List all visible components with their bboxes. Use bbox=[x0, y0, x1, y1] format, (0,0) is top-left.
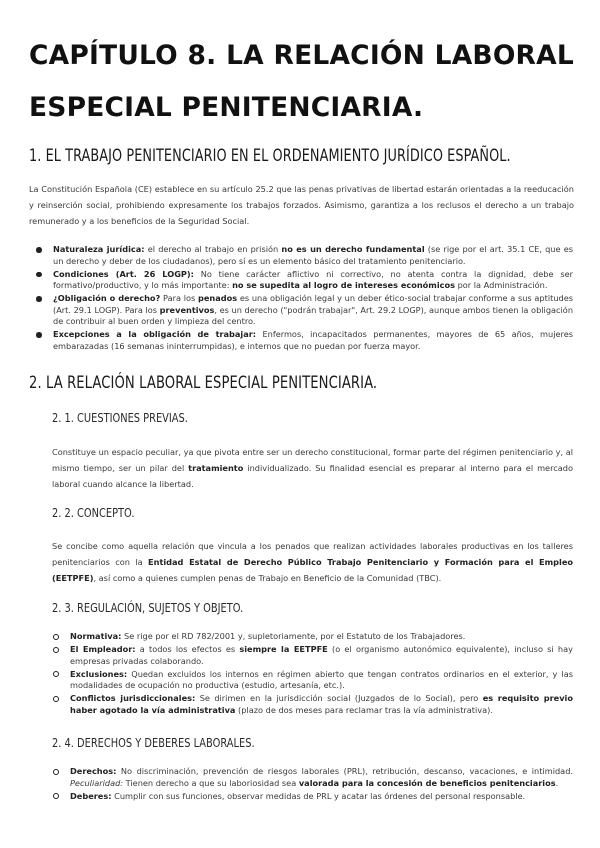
item-term: Conflictos jurisdiccionales: bbox=[70, 693, 196, 703]
section-1-bullet-list bbox=[53, 244, 573, 354]
list-item bbox=[70, 766, 573, 789]
circle-bullet-icon bbox=[53, 793, 59, 799]
bullet-icon bbox=[36, 296, 42, 302]
circle-bullet-icon bbox=[53, 671, 59, 677]
item-term: Condiciones (Art. 26 LOGP): bbox=[53, 268, 194, 279]
item-emphasis: no es un derecho fundamental bbox=[281, 244, 425, 254]
subsection-2-3-title: 2. 3. REGULACIÓN, SUJETOS Y OBJETO. bbox=[52, 601, 244, 615]
chapter-title-line2: ESPECIAL PENITENCIARIA. bbox=[29, 92, 424, 123]
item-emphasis: preventivos bbox=[159, 304, 215, 315]
list-item bbox=[53, 293, 573, 328]
para-text: Constituye un espacio peculiar, ya que pivota entre ser un derecho constitucional, formar parte del régimen penitenciario y, al mismo tiempo, ser un pilar del bbox=[52, 447, 573, 473]
subsection-2-4-title: 2. 4. DERECHOS Y DEBERES LABORALES. bbox=[52, 736, 255, 750]
bullet-icon bbox=[36, 247, 42, 253]
item-term: Derechos: bbox=[70, 766, 117, 776]
item-text: es una obligación legal y un deber ético-social trabajar conforme a sus aptitudes (Art. 29.1 LOGP). Para los bbox=[53, 293, 574, 315]
subsection-2-4-list bbox=[70, 766, 573, 804]
item-text: No tiene carácter aflictivo ni correctivo, no atenta contra la dignidad, debe ser formativo/productivo, y lo más importante: bbox=[53, 268, 573, 290]
para-emphasis: Entidad Estatal de Derecho Público Trabajo Penitenciario y Formación para el Empleo (EETPFE) bbox=[52, 557, 573, 583]
item-text: por la Administración. bbox=[455, 280, 548, 290]
chapter-title bbox=[29, 30, 574, 134]
item-text: (se rige por el art. 35.1 CE, que es un derecho y deber de los ciudadanos), pero sí es un elemento básico del tratamiento penitenciario. bbox=[53, 244, 574, 266]
item-text: (plazo de dos meses para reclamar tras la vía administrativa). bbox=[235, 704, 493, 715]
item-emphasis: es requisito previo haber agotado la vía administrativa bbox=[70, 693, 573, 715]
list-item bbox=[70, 644, 573, 667]
list-item bbox=[70, 693, 573, 716]
item-text: (o el organismo autonómico equivalente), incluso si hay empresas privadas colaborando. bbox=[70, 644, 573, 666]
chapter-word: 8. bbox=[187, 40, 217, 71]
item-term: Normativa: bbox=[70, 631, 122, 641]
item-term: Exclusiones: bbox=[70, 668, 128, 679]
item-term: ¿Obligación o derecho? bbox=[53, 293, 161, 303]
bullet-icon bbox=[36, 272, 42, 278]
subsection-2-1-title: 2. 1. CUESTIONES PREVIAS. bbox=[52, 411, 188, 425]
item-term: Excepciones a la obligación de trabajar: bbox=[53, 329, 257, 339]
list-item bbox=[53, 269, 573, 292]
subsection-2-3-list bbox=[70, 631, 573, 718]
item-text: Tienen derecho a que su laboriosidad sea bbox=[123, 777, 299, 788]
item-text: a todos los efectos es bbox=[135, 644, 240, 654]
subsection-2-2-title: 2. 2. CONCEPTO. bbox=[52, 506, 135, 520]
item-text: Para los bbox=[160, 293, 198, 303]
chapter-word: CAPÍTULO bbox=[29, 40, 178, 71]
item-text: Quedan excluidos los internos en régimen abierto que tengan contratos ordinarios en el exterior, y las modalidades de ocupación no productiva (estudio, artesanía, etc.). bbox=[70, 668, 573, 690]
para-text: individualizado. Su finalidad esencial es preparar al interno para el mercado laboral cuando alcance la libertad. bbox=[52, 463, 573, 489]
circle-bullet-icon bbox=[53, 696, 59, 702]
subsection-2-2-text bbox=[52, 538, 573, 586]
chapter-title-line1 bbox=[29, 30, 574, 82]
chapter-word: LA bbox=[226, 40, 264, 71]
para-emphasis: tratamiento bbox=[188, 463, 244, 473]
para-text: , así como a quienes cumplen penas de Trabajo en Beneficio de la Comunidad (TBC). bbox=[93, 573, 442, 583]
list-item bbox=[70, 791, 573, 803]
chapter-word: LABORAL bbox=[434, 40, 574, 71]
item-emphasis: penados bbox=[197, 293, 238, 303]
item-text: . bbox=[555, 777, 559, 788]
item-emphasis: siempre la EETPFE bbox=[239, 644, 328, 654]
circle-bullet-icon bbox=[53, 634, 59, 640]
section-2-title: 2. LA RELACIÓN LABORAL ESPECIAL PENITENCIARIA. bbox=[29, 373, 378, 393]
chapter-word: RELACIÓN bbox=[273, 40, 426, 71]
list-item bbox=[70, 631, 573, 643]
item-term: Naturaleza jurídica: bbox=[53, 244, 145, 254]
item-text: el derecho al trabajo en prisión bbox=[144, 244, 282, 254]
list-item bbox=[70, 669, 573, 692]
list-item bbox=[53, 244, 573, 267]
item-term: El Empleador: bbox=[70, 644, 136, 654]
item-text: , es un derecho ("podrán trabajar", Art. 29.2 LOGP), aunque ambos tienen la obligación de contribuir al buen orden y limpieza del centro. bbox=[53, 304, 574, 326]
item-text: Se rige por el RD 782/2001 y, supletoriamente, por el Estatuto de los Trabajadores. bbox=[121, 631, 466, 641]
bullet-icon bbox=[36, 332, 42, 338]
item-text: Se dirimen en la jurisdicción social (Juzgados de lo Social), pero bbox=[195, 693, 483, 703]
item-italic: Peculiaridad: bbox=[70, 777, 124, 788]
section-1-intro: La Constitución Española (CE) establece en su artículo 25.2 que las penas privativas de libertad estarán orientadas a la reeducación y reinserción social, prohibiendo expresamente los trabajos forzados. Asimismo, garantiza a los reclusos el derecho a un trabajo remunerado y a los beneficios de la Seguridad Social. bbox=[29, 184, 574, 226]
item-text: No discriminación, prevención de riesgos laborales (PRL), retribución, descanso, vacaciones, e intimidad. bbox=[116, 766, 573, 776]
item-emphasis: valorada para la concesión de beneficios penitenciarios bbox=[298, 777, 556, 788]
circle-bullet-icon bbox=[53, 647, 59, 653]
item-emphasis: no se supedita al logro de intereses económicos bbox=[232, 280, 455, 290]
para-text: Se concibe como aquella relación que vincula a los penados que realizan actividades laborales productivas en los talleres penitenciarios con la bbox=[52, 541, 573, 567]
section-1-title: 1. EL TRABAJO PENITENCIARIO EN EL ORDENAMIENTO JURÍDICO ESPAÑOL. bbox=[29, 146, 511, 166]
circle-bullet-icon bbox=[53, 769, 59, 775]
item-text: Cumplir con sus funciones, observar medidas de PRL y acatar las órdenes del personal responsable. bbox=[111, 790, 526, 801]
list-item bbox=[53, 329, 573, 352]
item-text: Enfermos, incapacitados permanentes, mayores de 65 años, mujeres embarazadas (16 semanas ininterrumpidas), e internos que no puedan por fuerza mayor. bbox=[53, 329, 574, 351]
subsection-2-1-text bbox=[52, 444, 573, 492]
item-term: Deberes: bbox=[70, 790, 112, 801]
